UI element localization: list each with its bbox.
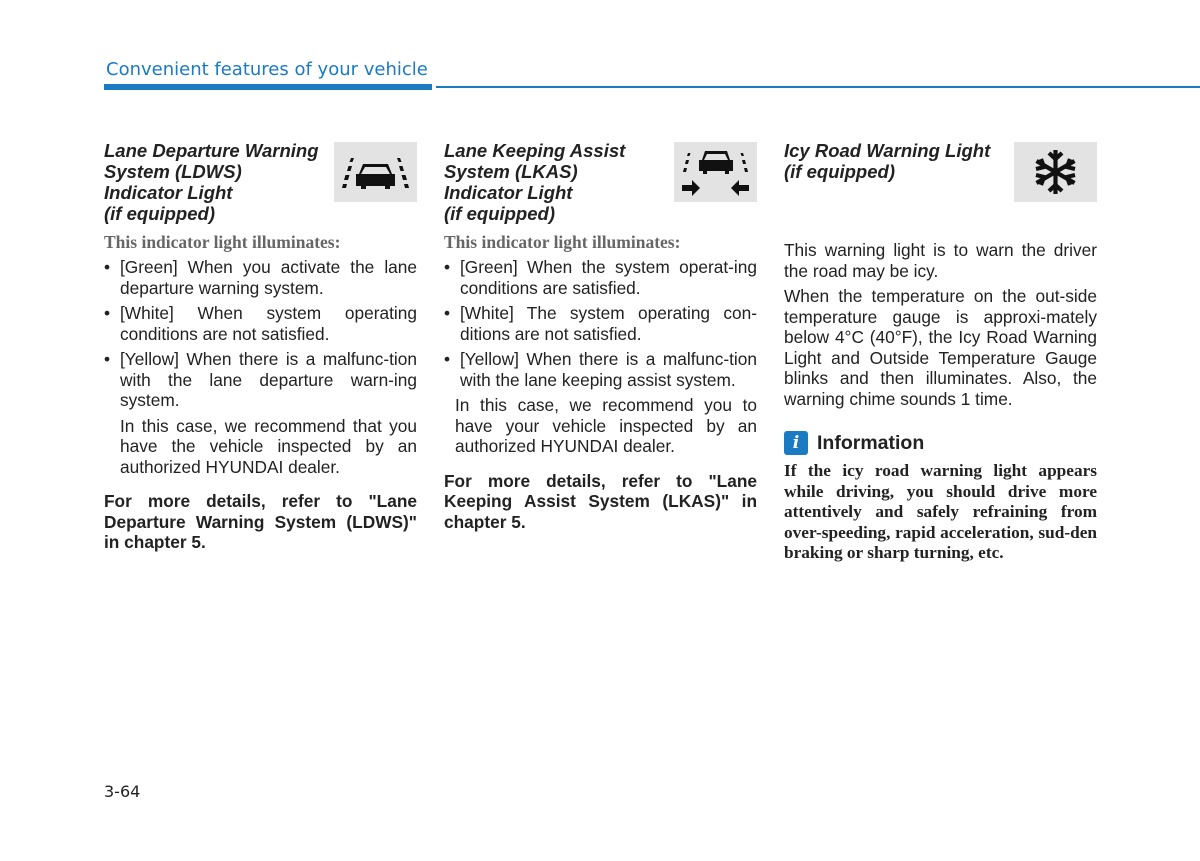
snowflake-icon [1014,142,1097,202]
icy-road-section [784,140,1097,564]
ldws-subhead: This indicator light illuminates: [104,232,341,252]
lkas-bullet-list [444,257,757,390]
lkas-heading: Lane Keeping Assist System (LKAS) Indicator Light (if equipped) [444,140,626,224]
lkas-reference: For more details, refer to "Lane Keeping Assist System (LKAS)" in chapter 5. [444,470,757,532]
ldws-note: In this case, we recommend that you have the vehicle inspected by an authorized HYUNDAI dealer. [120,415,417,477]
information-title: Information [817,431,925,454]
header-rule-thin [436,86,1200,88]
ldws-heading: Lane Departure Warning System (LDWS) Indicator Light (if equipped) [104,140,319,224]
information-body: If the icy road warning light appears while driving, you should drive more attentively and safely refraining from over-speeding, rapid acceleration, sud-den braking or sharp turning, etc. [784,461,1097,562]
icy-road-heading: Icy Road Warning Light (if equipped) [784,140,991,182]
list-item: • [Green] When the system operat-ing conditions are satisfied. [444,257,757,298]
icy-road-paragraph-1: This warning light is to warn the driver the road may be icy. [784,240,1097,281]
ldws-bullet-list [104,257,417,411]
lkas-section [444,140,757,532]
list-item: • [Yellow] When there is a malfunc-tion with the lane keeping assist system. [444,349,757,390]
lane-departure-warning-icon [334,142,417,202]
icy-road-paragraph-2: When the temperature on the out-side temperature gauge is approxi-mately below 4°C (40°F), the Icy Road Warning Light and Outside Temperature Gauge blinks and then illuminates. Also, the warning chime sounds 1 time. [784,286,1097,409]
header-rule-thick [104,84,432,90]
list-item: • [Yellow] When there is a malfunc-tion with the lane departure warn-ing system. [104,349,417,411]
chapter-title: Convenient features of your vehicle [106,59,428,80]
list-item: • [White] When system operating conditions are not satisfied. [104,303,417,344]
lane-keeping-assist-icon [674,142,757,202]
ldws-section [104,140,417,553]
information-icon: i [784,431,808,455]
lkas-note: In this case, we recommend you to have your vehicle inspected by an authorized HYUNDAI dealer. [455,395,757,456]
list-item: • [White] The system operating con-ditions are not satisfied. [444,303,757,344]
page-number: 3-64 [104,782,141,801]
list-item: • [Green] When you activate the lane departure warning system. [104,257,417,298]
information-heading [784,431,1097,455]
ldws-reference: For more details, refer to "Lane Departure Warning System (LDWS)" in chapter 5. [104,491,417,552]
lkas-subhead: This indicator light illuminates: [444,232,681,252]
